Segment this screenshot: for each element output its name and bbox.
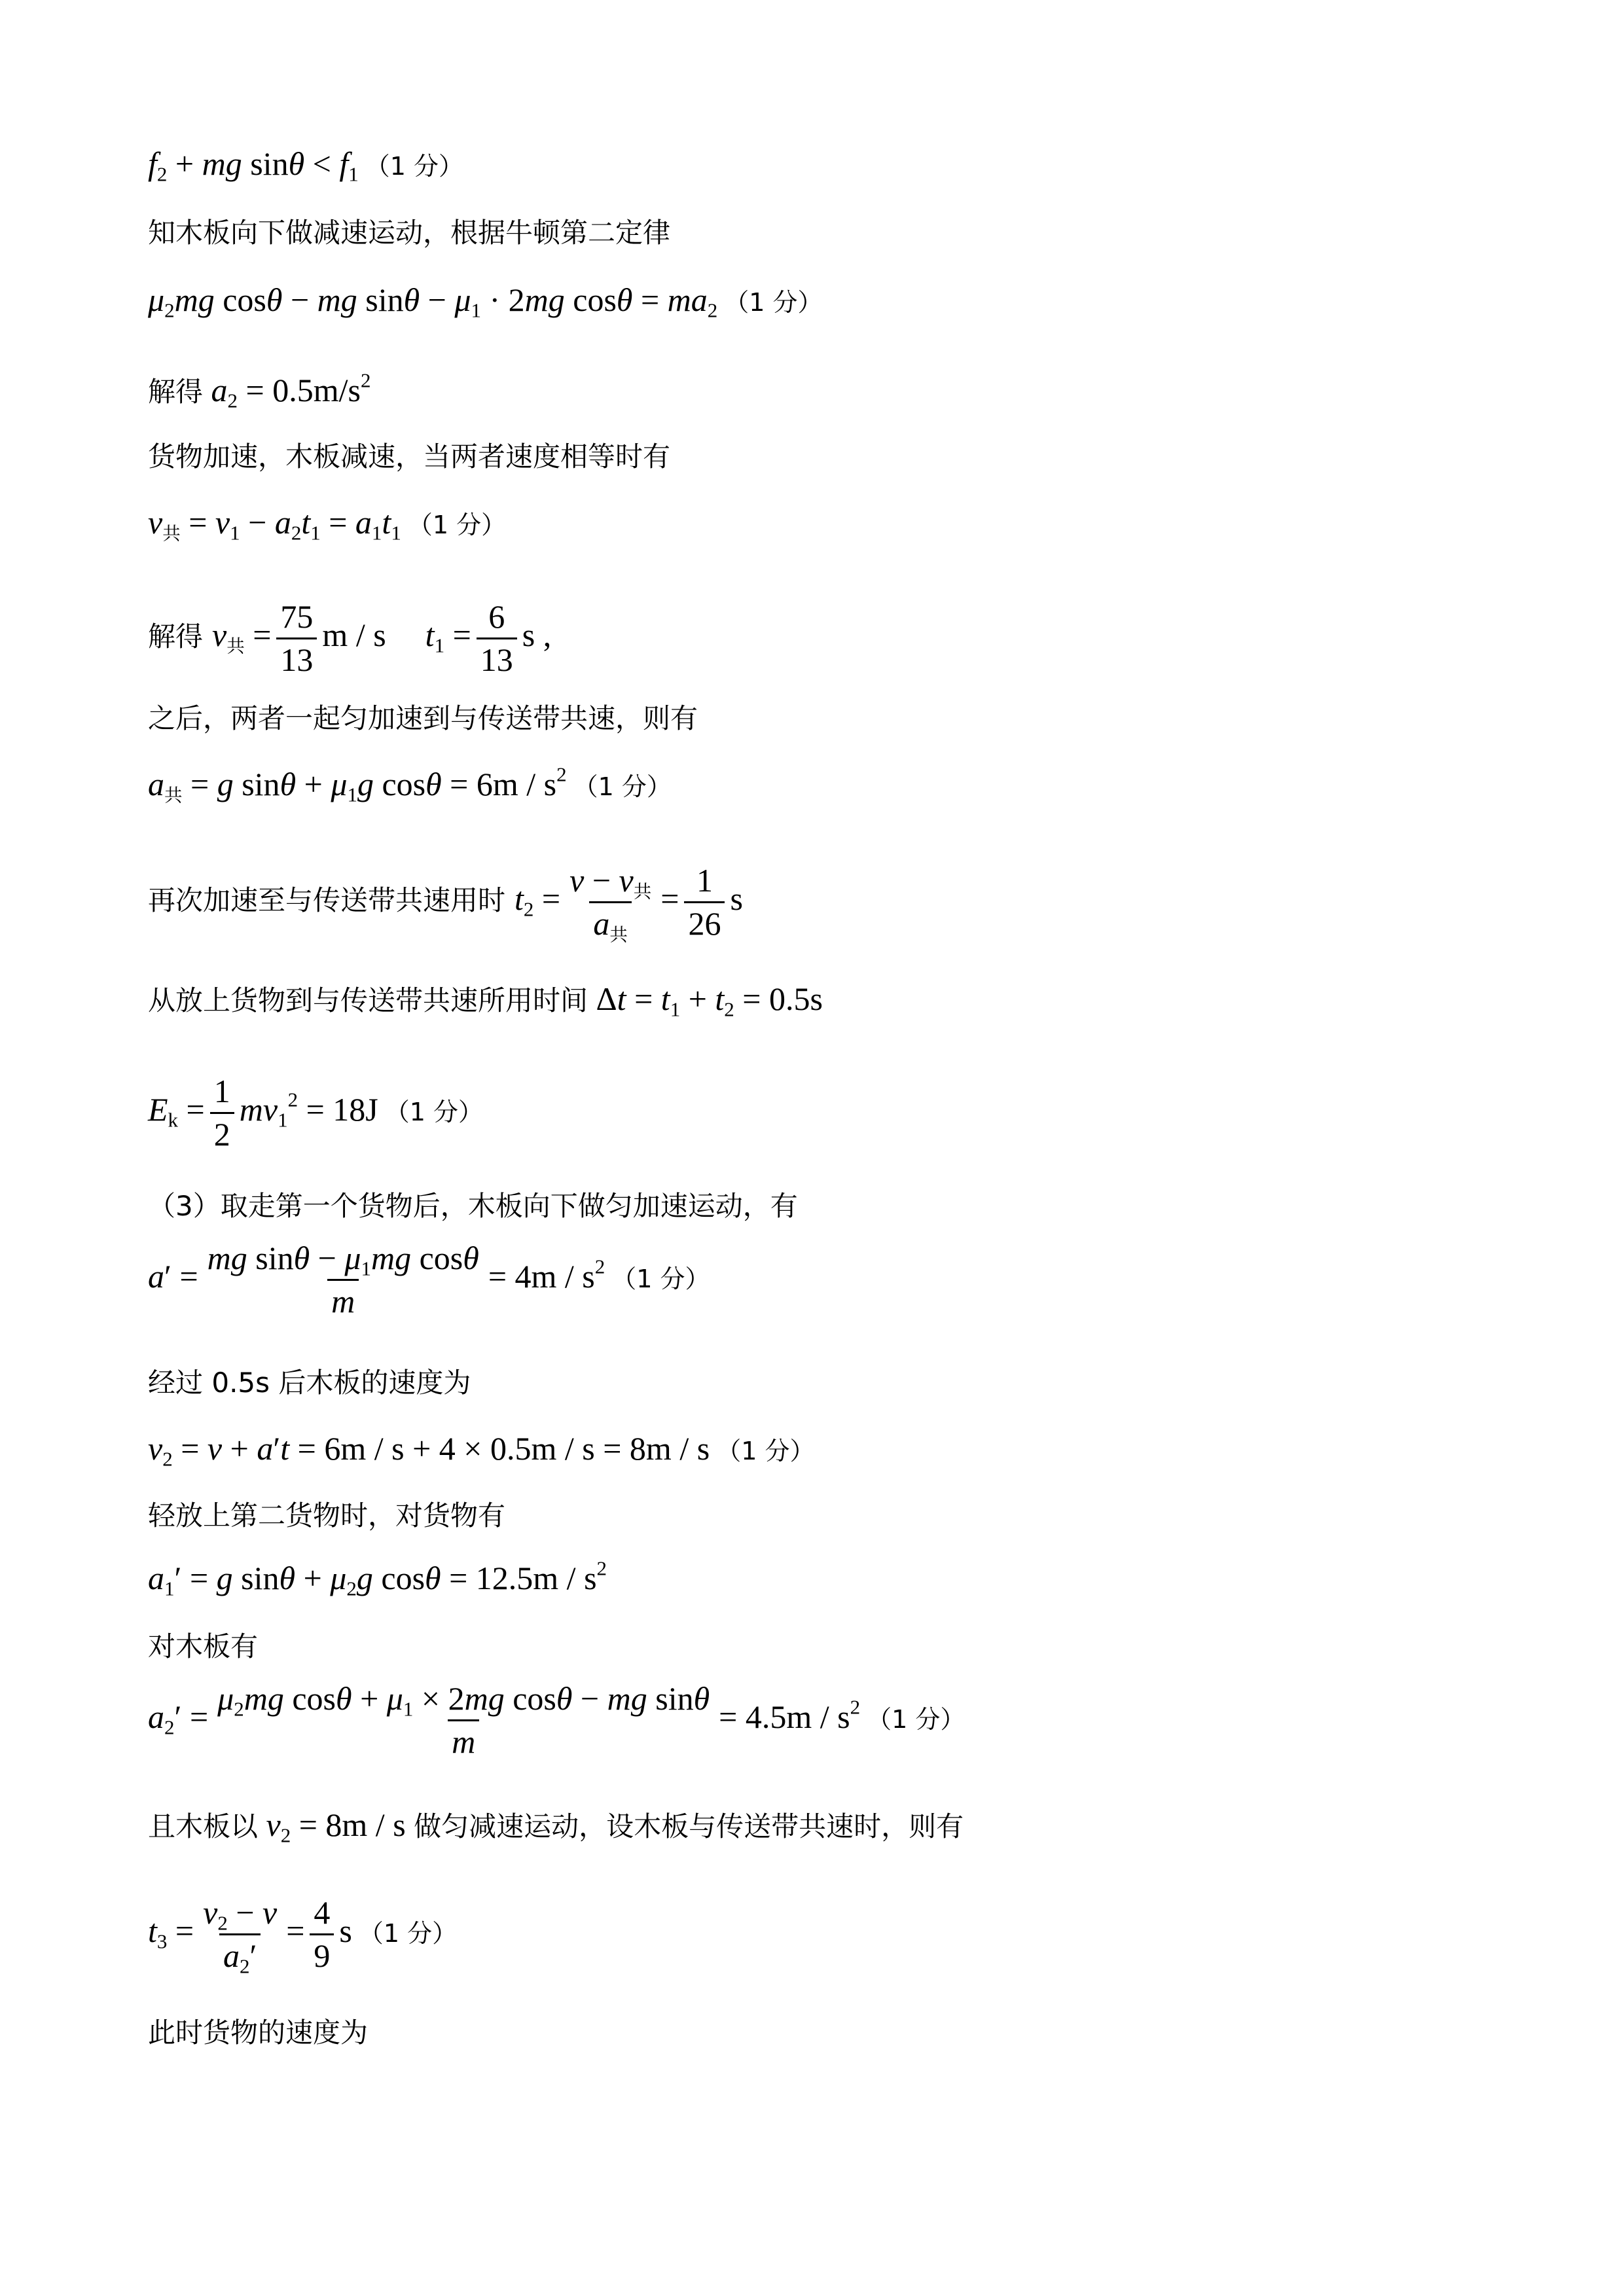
equation-newton-second-law: $\mu_2mg$ cosθ − mg $\sin\theta - \mu_1 \cdot 2mg$ $\cos\theta = ma_2$ （1 分）	[148, 281, 823, 322]
text-part-3-intro: （3）取走第一个货物后，木板向下做匀加速运动，有	[148, 1190, 798, 1222]
equation-common-acceleration: a共 = g $\sin\theta + \mu_1g$ $\cos\theta = 6m / s^2$ （1 分）	[148, 762, 672, 806]
text-second-cargo: 轻放上第二货物时，对货物有	[148, 1499, 506, 1532]
score-note: （1 分）	[384, 1097, 483, 1126]
score-note: （1 分）	[358, 1918, 458, 1948]
score-note: （1 分）	[716, 1437, 815, 1465]
equation-v2: $v_2 = v + a't = 6m / s + 4 \times 0.5m / s = 8m / s$ （1 分）	[148, 1430, 815, 1471]
text-cargo-accelerates: 货物加速，木板减速，当两者速度相等时有	[148, 440, 671, 473]
text-cargo-velocity: 此时货物的速度为	[148, 2017, 369, 2049]
score-note: （1 分）	[573, 772, 672, 801]
equation-a2-result: 解得 $a_2 = 0.5m/s^2$	[148, 368, 371, 412]
text-together-accelerate: 之后，两者一起匀加速到与传送带共速，则有	[148, 702, 698, 734]
equation-common-velocity-result: 解得 v共 = $\frac{75}{13}$ m / s $t_1$ = $\frac{6}{13}$ s ,	[148, 598, 552, 678]
score-note: （1 分）	[867, 1704, 965, 1734]
equation-board-acceleration: a′ = $\frac{mg \sin\theta - \mu_1mg \cos\theta}{m}$ = $4m / s^2$ （1 分）	[148, 1240, 710, 1319]
text-for-board: 对木板有	[148, 1630, 259, 1662]
equation-kinetic-energy: $E_k$ = $\frac{1}{2}$ $mv_1^2 = 18J$ （1 分）	[148, 1073, 483, 1153]
text-board-decelerates: 知木板向下做减速运动，根据牛顿第二定律	[148, 217, 671, 249]
equation-friction-comparison: $f_2$ + mg $\sin\theta < f_1$ （1 分）	[148, 145, 464, 186]
equation-t2: 再次加速至与传送带共速用时 $t_2$ = $\frac{\text{v − v共}}{\text{a共}}$ = $\frac{1}{26}$ s	[148, 862, 743, 946]
score-note: （1 分）	[724, 288, 823, 317]
equation-total-time: 从放上货物到与传送带共速所用时间 $\Delta t = t_1 + t_2 = 0.5s$	[148, 980, 823, 1021]
equation-t3: $t_3$ = $\frac{v_2 - v}{a_2'}$ = $\frac{4}{9}$ s （1 分）	[148, 1894, 458, 1978]
score-note: （1 分）	[611, 1264, 710, 1293]
equation-a2-prime: $a_2'$ = $\frac{\mu_2mg \cos\theta + \mu_1 \times 2mg \cos\theta - mg \sin\theta}{m}$ = $4.5m / s^2$ （1 分）	[148, 1680, 965, 1760]
equation-a1-prime: $a_1' = g$ $\sin\theta + \mu_2g$ $\cos\theta = 12.5m / s^2$	[148, 1556, 607, 1600]
score-note: （1 分）	[407, 511, 507, 539]
score-note: （1 分）	[365, 152, 464, 181]
text-after-half-second: 经过 0.5s 后木板的速度为	[148, 1367, 471, 1399]
equation-board-decelerates: 且木板以 $v_2 = 8m / s$ 做匀减速运动，设木板与传送带共速时，则有	[148, 1806, 964, 1847]
equation-common-velocity: v共 = $v_1 - a_2t_1 = a_1t_1$ （1 分）	[148, 504, 507, 545]
